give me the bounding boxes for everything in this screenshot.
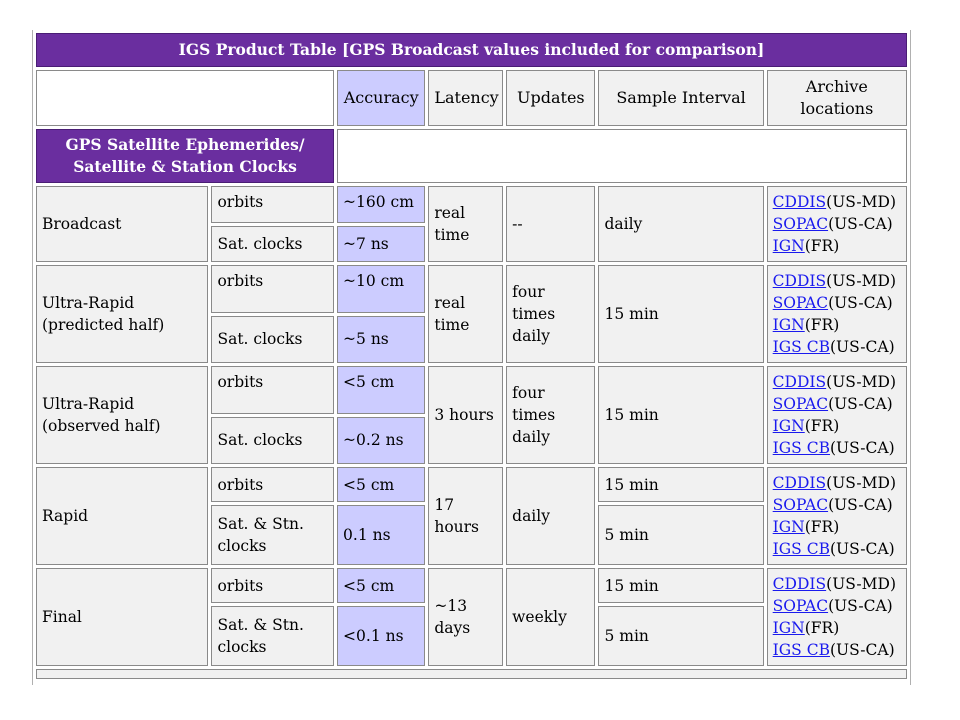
archive-link-sopac[interactable]: SOPAC [772, 597, 829, 615]
row-label-clocks: Sat. & Stn. clocks [211, 606, 334, 666]
archive-loc: (US-MD) [826, 373, 897, 391]
updates-value: four times daily [506, 366, 595, 464]
archive-loc: (US-CA) [828, 597, 893, 615]
product-name-broadcast: Broadcast [36, 186, 208, 262]
archive-link-cddis[interactable]: CDDIS [772, 272, 827, 290]
archive-list-ultra-rapid-predicted [767, 265, 907, 363]
accuracy-value: ~5 ns [337, 316, 425, 364]
row-label-clocks: Sat. clocks [211, 226, 334, 263]
updates-value: -- [506, 186, 595, 262]
archive-link-ign[interactable]: IGN [772, 619, 805, 637]
updates-value: weekly [506, 568, 595, 666]
archive-loc: (US-CA) [828, 395, 893, 413]
archive-link-igs-cb[interactable]: IGS CB [772, 540, 830, 558]
section-header-line2: Satellite & Station Clocks [73, 157, 297, 176]
accuracy-value: <5 cm [337, 568, 425, 603]
row-label-clocks: Sat. & Stn. clocks [211, 505, 334, 565]
row-label-orbits: orbits [211, 265, 334, 313]
archive-loc: (FR) [804, 417, 840, 435]
latency-value: 3 hours [428, 366, 503, 464]
archive-loc: (US-CA) [828, 496, 893, 514]
interval-value: 15 min [598, 265, 763, 363]
archive-link-igs-cb[interactable]: IGS CB [772, 641, 830, 659]
archive-loc: (US-MD) [826, 474, 897, 492]
archive-link-ign[interactable]: IGN [772, 316, 805, 334]
archive-loc: (FR) [804, 316, 840, 334]
interval-value: 5 min [598, 505, 763, 565]
row-label-orbits: orbits [211, 366, 334, 414]
archive-loc: (FR) [804, 237, 840, 255]
interval-value: daily [598, 186, 763, 262]
row-label-orbits: orbits [211, 568, 334, 603]
product-name-ultra-rapid-observed: Ultra-Rapid (observed half) [36, 366, 208, 464]
row-label-clocks: Sat. clocks [211, 417, 334, 465]
product-name-ultra-rapid-predicted: Ultra-Rapid (predicted half) [36, 265, 208, 363]
header-latency: Latency [428, 70, 503, 126]
cutoff-cell [36, 669, 907, 679]
accuracy-value: <0.1 ns [337, 606, 425, 666]
interval-value: 15 min [598, 568, 763, 603]
accuracy-value: ~0.2 ns [337, 417, 425, 465]
latency-value: 17 hours [428, 467, 503, 565]
archive-loc: (US-CA) [829, 641, 895, 659]
archive-list-rapid [767, 467, 907, 565]
archive-link-sopac[interactable]: SOPAC [772, 215, 829, 233]
interval-value: 15 min [598, 467, 763, 502]
archive-loc: (FR) [804, 518, 840, 536]
archive-loc: (US-CA) [829, 439, 895, 457]
interval-value: 5 min [598, 606, 763, 666]
updates-value: daily [506, 467, 595, 565]
header-sample-interval: Sample Interval [598, 70, 763, 126]
interval-value: 15 min [598, 366, 763, 464]
accuracy-value: ~7 ns [337, 226, 425, 263]
header-archive-line2: locations [800, 99, 874, 118]
row-label-orbits: orbits [211, 467, 334, 502]
archive-loc: (US-CA) [829, 540, 895, 558]
archive-loc: (FR) [804, 619, 840, 637]
header-blank-cell [36, 70, 334, 126]
header-archive-line1: Archive [805, 77, 868, 96]
archive-link-cddis[interactable]: CDDIS [772, 373, 827, 391]
accuracy-value: <5 cm [337, 366, 425, 414]
archive-link-igs-cb[interactable]: IGS CB [772, 338, 830, 356]
archive-link-igs-cb[interactable]: IGS CB [772, 439, 830, 457]
latency-value: real time [428, 186, 503, 262]
product-name-rapid: Rapid [36, 467, 208, 565]
header-archive-locations [767, 70, 907, 126]
archive-list-broadcast [767, 186, 907, 262]
accuracy-value: <5 cm [337, 467, 425, 502]
archive-loc: (US-MD) [826, 272, 897, 290]
section-header [36, 129, 334, 183]
accuracy-value: ~10 cm [337, 265, 425, 313]
row-label-orbits: orbits [211, 186, 334, 223]
header-accuracy: Accuracy [337, 70, 425, 126]
accuracy-value: 0.1 ns [337, 505, 425, 565]
igs-product-table [33, 30, 910, 682]
accuracy-value: ~160 cm [337, 186, 425, 223]
archive-link-ign[interactable]: IGN [772, 417, 805, 435]
archive-loc: (US-MD) [826, 193, 897, 211]
archive-loc: (US-CA) [829, 338, 895, 356]
archive-list-final [767, 568, 907, 666]
archive-link-ign[interactable]: IGN [772, 518, 805, 536]
table-row-cutoff [36, 669, 907, 679]
product-name-final: Final [36, 568, 208, 666]
table-title: IGS Product Table [GPS Broadcast values included for comparison] [36, 33, 907, 67]
row-label-clocks: Sat. clocks [211, 316, 334, 364]
archive-loc: (US-MD) [826, 575, 897, 593]
archive-link-sopac[interactable]: SOPAC [772, 294, 829, 312]
igs-product-table-frame [32, 30, 911, 685]
archive-loc: (US-CA) [828, 294, 893, 312]
latency-value: ~13 days [428, 568, 503, 666]
archive-link-sopac[interactable]: SOPAC [772, 395, 829, 413]
section-blank-cell [337, 129, 907, 183]
archive-link-cddis[interactable]: CDDIS [772, 193, 827, 211]
archive-loc: (US-CA) [828, 215, 893, 233]
archive-link-cddis[interactable]: CDDIS [772, 474, 827, 492]
archive-link-cddis[interactable]: CDDIS [772, 575, 827, 593]
section-header-line1: GPS Satellite Ephemerides/ [65, 135, 305, 154]
header-updates: Updates [506, 70, 595, 126]
archive-link-sopac[interactable]: SOPAC [772, 496, 829, 514]
latency-value: real time [428, 265, 503, 363]
archive-list-ultra-rapid-observed [767, 366, 907, 464]
archive-link-ign[interactable]: IGN [772, 237, 805, 255]
updates-value: four times daily [506, 265, 595, 363]
